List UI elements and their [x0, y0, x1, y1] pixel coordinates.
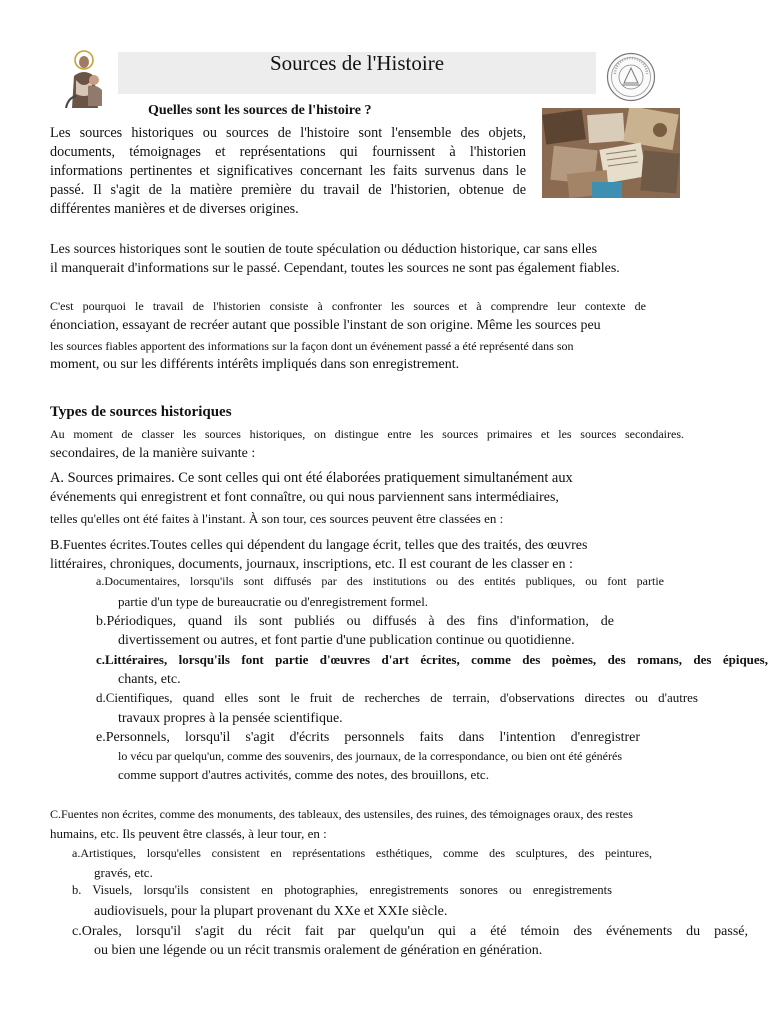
- paragraph-line: moment, ou sur les différents intérêts impliqués dans son enregistrement.: [50, 357, 460, 372]
- intro-line: documents, témoignages et représentations qui fournissent à l'historien: [50, 144, 526, 160]
- types-intro-line: secondaires, de la manière suivante :: [50, 446, 256, 461]
- section-c-line: C.Fuentes non écrites, comme des monuments, des tableaux, des ustensiles, des ruines, des témoignages oraux, des restes: [50, 807, 633, 821]
- section-a-line: telles qu'elles ont été faites à l'instant. À son tour, ces sources peuvent être classées en :: [50, 511, 504, 526]
- section-c-line: humains, etc. Ils peuvent être classés, à leur tour, en :: [50, 826, 327, 841]
- paragraph-line: il manquerait d'informations sur le passé. Cependant, toutes les sources ne sont pas également fiables.: [50, 261, 620, 276]
- list-item-visuels: b. Visuels, lorsqu'ils consistent en photographies, enregistrements sonores ou enregistrements: [72, 883, 612, 897]
- section-b-line: littéraires, chroniques, documents, journaux, inscriptions, etc. Il est courant de les classer en :: [50, 557, 573, 572]
- seal-logo: [606, 52, 656, 102]
- list-item-scientifiques-cont: travaux propres à la pensée scientifique.: [118, 711, 343, 726]
- section-question: Quelles sont les sources de l'histoire ?: [148, 103, 372, 118]
- list-item-documentaires: a.Documentaires, lorsqu'ils sont diffusés par des institutions ou des entités publiques, ou font partie: [96, 574, 664, 588]
- list-item-documentaires-cont: partie d'un type de bureaucratie ou d'enregistrement formel.: [118, 594, 429, 609]
- paragraph-line: C'est pourquoi le travail de l'historien consiste à confronter les sources et à comprendre leur contexte de: [50, 299, 646, 313]
- list-item-scientifiques: d.Cientifiques, quand elles sont le fruit de recherches de terrain, d'observations directes ou d'autres: [96, 690, 698, 705]
- list-item-litteraires: c.Littéraires, lorsqu'ils font partie d'œuvres d'art écrites, comme des poèmes, des romans, des épiques,: [96, 652, 768, 667]
- intro-line: différentes manières et de diverses origines.: [50, 201, 299, 217]
- paragraph-line: énonciation, essayant de recréer autant que possible l'instant de son origine. Même les sources peu: [50, 318, 601, 333]
- section-a-line: A. Sources primaires. Ce sont celles qui ont été élaborées pratiquement simultanément aux: [50, 470, 573, 486]
- paragraph-line: Les sources historiques sont le soutien de toute spéculation ou déduction historique, car sans elles: [50, 242, 598, 257]
- list-item-personnels: e.Personnels, lorsqu'il s'agit d'écrits personnels faits dans l'intention d'enregistrer: [96, 730, 640, 745]
- list-item-orales: c.Orales, lorsqu'il s'agit du récit fait par quelqu'un qui a été témoin des événements du passé,: [72, 924, 748, 939]
- intro-line: passé. Il s'agit de la matière première du travail de l'historien, obtenue de: [50, 182, 526, 198]
- types-heading: Types de sources historiques: [50, 404, 232, 420]
- section-a-line: événements qui enregistrent et font connaître, ou qui nous parviennent sans intermédiaires,: [50, 490, 559, 505]
- list-item-personnels-cont: comme support d'autres activités, comme des notes, des brouillons, etc.: [118, 767, 489, 782]
- historical-documents-photo: [542, 108, 680, 198]
- paragraph-line: les sources fiables apportent des informations sur la façon dont un événement passé a été représenté dans son: [50, 339, 574, 353]
- list-item-visuels-cont: audiovisuels, pour la plupart provenant du XXe et XXIe siècle.: [94, 904, 448, 919]
- list-item-litteraires-cont: chants, etc.: [118, 672, 181, 687]
- section-b-line: B.Fuentes écrites.Toutes celles qui dépendent du langage écrit, telles que des traités, des œuvres: [50, 538, 588, 553]
- list-item-personnels-cont: lo vécu par quelqu'un, comme des souvenirs, des journaux, de la correspondance, ou bien ont été générés: [118, 749, 622, 763]
- intro-line: informations pertinentes et significatives concernant les faits survenus dans le: [50, 163, 526, 179]
- page-title: Sources de l'Histoire: [269, 51, 445, 75]
- list-item-periodiques: b.Périodiques, quand ils sont publiés ou diffusés à des fins d'information, de: [96, 614, 614, 629]
- intro-line: Les sources historiques ou sources de l'histoire sont l'ensemble des objets,: [50, 125, 526, 141]
- list-item-orales-cont: ou bien une légende ou un récit transmis oralement de génération en génération.: [94, 943, 543, 958]
- list-item-periodiques-cont: divertissement ou autres, et font partie d'une publication continue ou quotidienne.: [118, 633, 575, 648]
- saint-figure-image: [62, 50, 110, 108]
- list-item-artistiques: a.Artistiques, lorsqu'elles consistent en représentations esthétiques, comme des sculptures, des peintures,: [72, 846, 652, 860]
- types-intro-line: Au moment de classer les sources historiques, on distingue entre les sources primaires et les sources secondaires.: [50, 427, 684, 441]
- list-item-artistiques-cont: gravés, etc.: [94, 865, 153, 880]
